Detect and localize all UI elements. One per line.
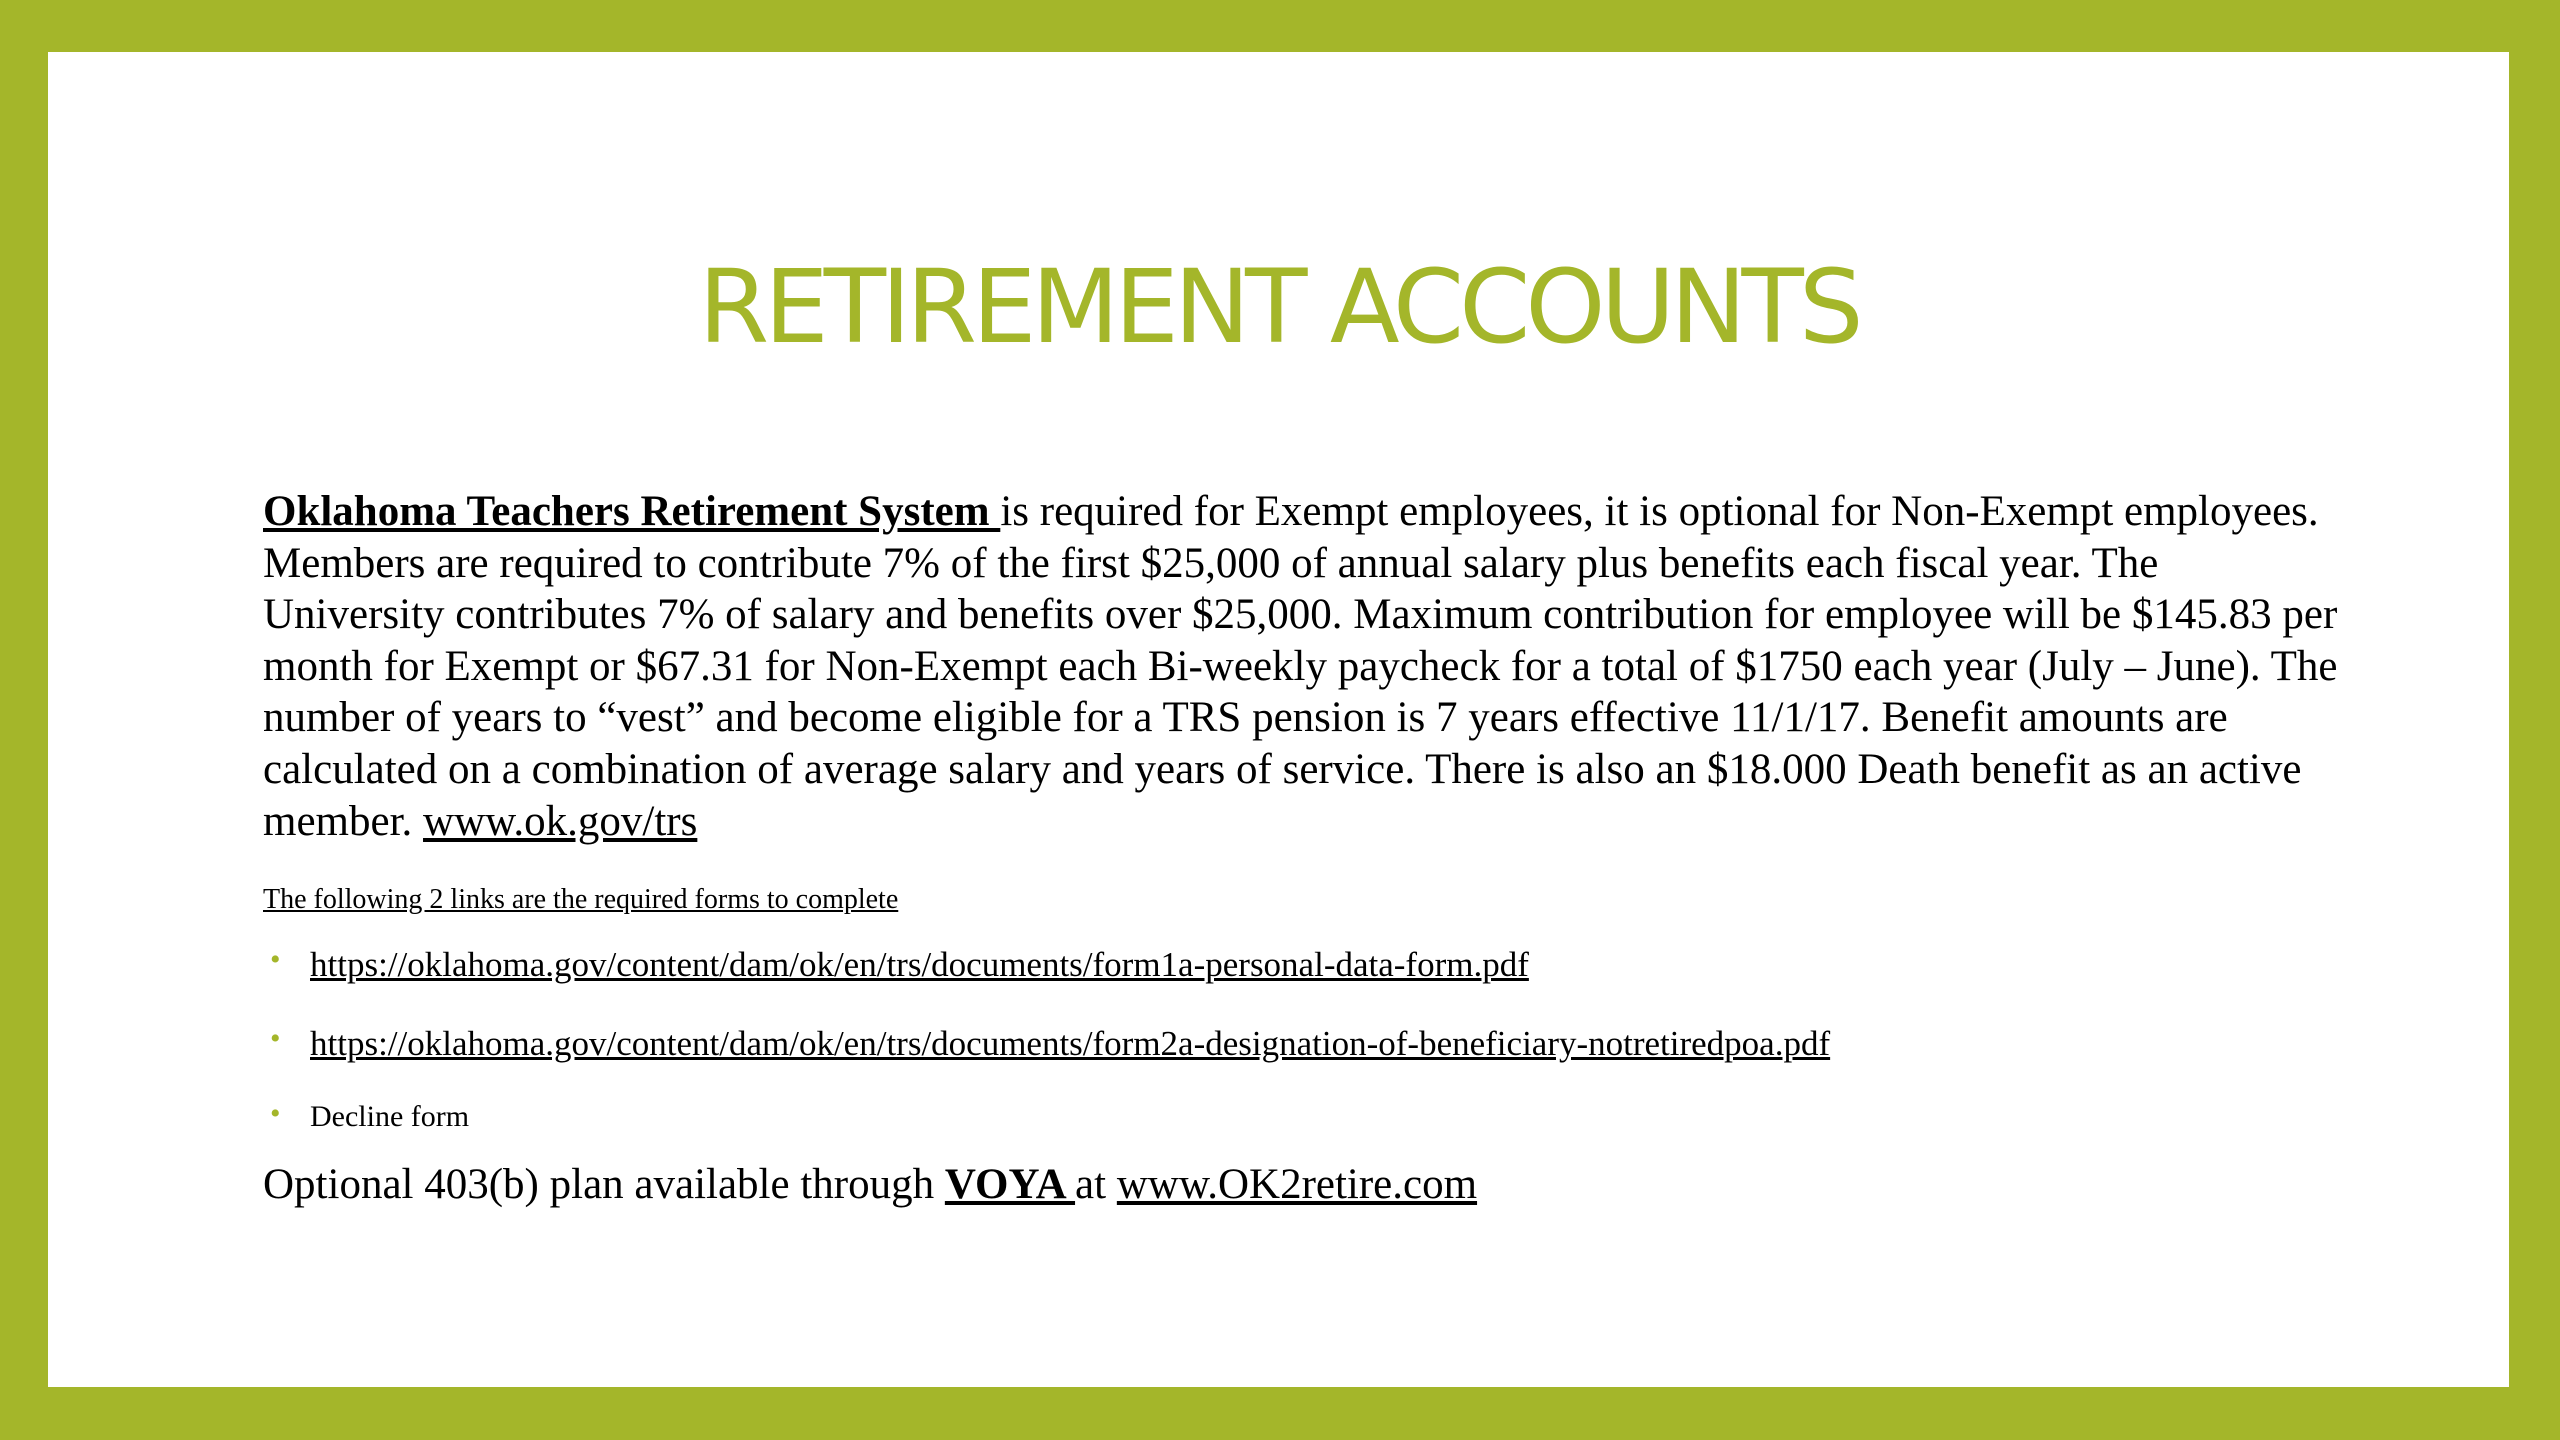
slide-title: RETIREMENT ACCOUNTS	[698, 248, 1859, 367]
bullet-icon: •	[270, 1022, 281, 1056]
slide-body	[263, 486, 2343, 1211]
bullet-icon: •	[270, 943, 281, 977]
personal-data-form-link[interactable]: https://oklahoma.gov/content/dam/ok/en/trs/documents/form1a-personal-data-form.pdf	[310, 945, 1529, 985]
voya-org-name: VOYA	[944, 1161, 1076, 1209]
decline-form-label: Decline form	[310, 1100, 470, 1134]
trs-website-link[interactable]: www.ok.gov/trs	[423, 797, 698, 845]
forms-note: The following 2 links are the required forms to complete	[263, 884, 899, 916]
list-item	[263, 1022, 2343, 1066]
forms-list	[263, 943, 2343, 1137]
voya-paragraph	[263, 1159, 2343, 1211]
voya-prefix: Optional 403(b) plan available through	[263, 1161, 945, 1209]
trs-description: is required for Exempt employees, it is optional for Non-Exempt employees. Members are required to contribute 7% of the first $25,000 of annual salary plus benefits each fiscal year. The University contributes 7% of salary and benefits over $25,000. Maximum contribution for employee will be $145.83 per month for Exempt or $67.31 for Non-Exempt each Bi-weekly paycheck for a total of $1750 each year (July – June). The number of years to “vest” and become eligible for a TRS pension is 7 years effective 11/1/17. Benefit amounts are calculated on a combination of average salary and years of service. There is also an $18.000 Death benefit as an active member.	[263, 488, 2338, 845]
trs-org-name: Oklahoma Teachers Retirement System	[263, 488, 1001, 535]
list-item	[263, 1097, 2343, 1137]
voya-website-link[interactable]: www.OK2retire.com	[1116, 1161, 1478, 1209]
trs-paragraph	[263, 486, 2343, 847]
beneficiary-form-link[interactable]: https://oklahoma.gov/content/dam/ok/en/trs/documents/form2a-designation-of-beneficiary-notretiredpoa.pdf	[310, 1024, 1831, 1064]
slide	[48, 52, 2509, 1387]
bullet-icon: •	[270, 1097, 281, 1131]
list-item	[263, 943, 2343, 987]
voya-middle: at	[1075, 1161, 1117, 1209]
